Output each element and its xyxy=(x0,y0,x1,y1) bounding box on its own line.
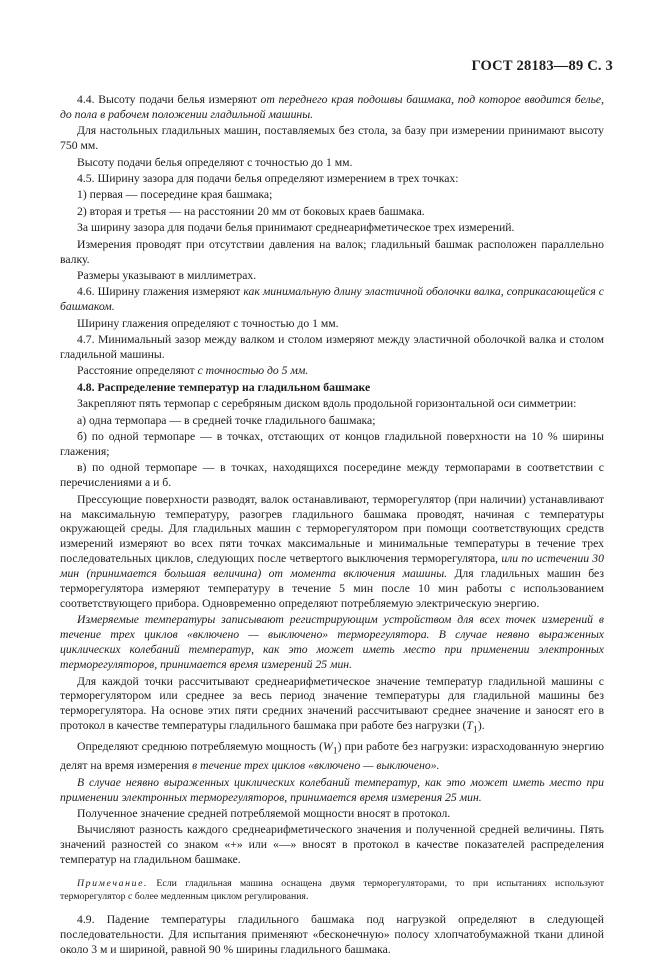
paragraph-p6 xyxy=(60,205,604,220)
text-segment: Для гладильных машин без терморегулятора измеряют температуру в течение 5 мин после 10 мин работы с использованием соответствующего прибора. Одновременно определяют потребляемую электрическую энергию. xyxy=(60,567,604,610)
text-segment: Определяют среднюю потребляемую мощность ( xyxy=(77,739,324,753)
text-segment: как минимальную длину эластичной оболочки валка, соприкасающейся с башмаком. xyxy=(60,285,604,314)
text-segment: 4.7. Минимальный зазор между валком и столом измеряют между эластичной оболочкой валка и столом гладильной машины. xyxy=(60,333,604,361)
text-segment: от переднего края подошвы башмака, под которое вводится белье, до пола в рабочем положении гладильной машины. xyxy=(60,93,604,121)
paragraph-p20 xyxy=(60,613,604,673)
text-segment: В случае неявно выраженных циклических колебаний температур, как это может иметь место при применении электронных терморегуляторов, принимается время измерения 25 мин. xyxy=(60,775,604,804)
document-body xyxy=(60,93,604,959)
clause-list-closing xyxy=(60,913,604,958)
text-segment: 4.5. Ширину зазора для подачи белья определяют измерением в трех точках: xyxy=(77,172,459,186)
paragraph-p17 xyxy=(60,430,604,460)
paragraph-p1 xyxy=(60,93,604,123)
clause-list xyxy=(60,93,604,868)
text-segment: Измеряемые температуры записывают регистрирующим устройством для всех точек измерений в течение трех циклов «включено — выключено» терморегулятора. В случае неявно выраженных циклических колебаний температур, как это может иметь место при применении электронных терморегуляторов, принимается время измерений 25 мин. xyxy=(60,613,604,672)
text-segment: а) одна термопара — в средней точке гладильного башмака; xyxy=(77,413,376,427)
text-segment: с точностью до 5 мм. xyxy=(197,364,309,378)
text-segment: б) по одной термопаре — в точках, отстающих от концов гладильной поверхности на 10 % ширины глажения; xyxy=(60,430,604,458)
paragraph-p22 xyxy=(60,740,604,774)
paragraph-p11 xyxy=(60,317,604,332)
paragraph-p19 xyxy=(60,493,604,612)
text-segment: Измерения проводят при отсутствии давления на валок; гладильный башмак расположен параллельно валку. xyxy=(60,237,604,266)
text-segment: Полученное значение средней потребляемой мощности вносят в протокол. xyxy=(77,806,451,820)
paragraph-p9 xyxy=(60,269,604,284)
paragraph-p18 xyxy=(60,461,604,491)
note-text: Если гладильная машина оснащена двумя терморегуляторами, то при испытаниях используют терморегулятор с более медленным циклом регулирования. xyxy=(60,878,604,903)
text-segment: W xyxy=(323,739,333,753)
text-segment: 4.8. Распределение температур на гладильном башмаке xyxy=(77,380,371,394)
text-segment: 1) первая — посередине края башмака; xyxy=(77,188,273,202)
text-segment: 4.9. Падение температуры гладильного башмака под нагрузкой определяют в следующей последовательности. Для испытания применяют «бесконечную» полосу хлопчатобумажной ткани длиной около 3 м и шириной, равной 90 % ширины гладильного башмака. xyxy=(60,913,604,956)
text-segment: 1 xyxy=(472,724,478,736)
text-segment: T xyxy=(466,719,473,733)
text-segment: 1 xyxy=(332,745,338,757)
paragraph-p8 xyxy=(60,238,604,268)
paragraph-p2 xyxy=(60,124,604,154)
paragraph-p21 xyxy=(60,675,604,739)
paragraph-p4 xyxy=(60,172,604,187)
paragraph-p10 xyxy=(60,285,604,315)
text-segment: Расстояние определяют xyxy=(77,364,198,378)
paragraph-p7 xyxy=(60,221,604,236)
paragraph-p14 xyxy=(60,381,604,396)
text-segment: Размеры указывают в миллиметрах. xyxy=(77,268,257,282)
text-segment: 4.6. Ширину глажения измеряют xyxy=(77,285,244,299)
page-header: ГОСТ 28183—89 С. 3 xyxy=(471,58,613,74)
paragraph-p15 xyxy=(60,397,604,412)
text-segment: Ширину глажения определяют с точностью до 1 мм. xyxy=(77,316,339,330)
text-segment: Высоту подачи белья определяют с точностью до 1 мм. xyxy=(77,155,353,169)
text-segment: или по истечении 30 мин (принимается большая величина) от момента включения машины. xyxy=(60,552,604,581)
paragraph-p26 xyxy=(60,913,604,958)
text-segment: ) при работе без нагрузки: израсходованную энергию делят на время измерения xyxy=(60,739,604,773)
text-segment: 4.4. Высоту подачи белья измеряют xyxy=(77,93,261,106)
paragraph-p5 xyxy=(60,188,604,203)
paragraph-p25 xyxy=(60,823,604,868)
text-segment: ). xyxy=(477,719,485,733)
text-segment: 2) вторая и третья — на расстоянии 20 мм от боковых краев башмака. xyxy=(77,204,425,218)
text-segment: в течение трех циклов «включено — выключено». xyxy=(192,759,440,773)
paragraph-p3 xyxy=(60,156,604,171)
text-segment: Вычисляют разность каждого среднеарифметического значения и полученной средней величины. Пять значений разностей со знаком «+» или «—» вносят в протокол в качестве показателей распределения температур на гладильном башмаке. xyxy=(60,823,604,867)
paragraph-p13 xyxy=(60,364,604,379)
text-segment: За ширину зазора для подачи белья принимают среднеарифметическое трех измерений. xyxy=(77,221,515,235)
text-segment: Закрепляют пять термопар с серебряным диском вдоль продольной горизонтальной оси симметрии: xyxy=(77,397,577,411)
text-segment: Для настольных гладильных машин, поставляемых без стола, за базу при измерении принимают высоту 750 мм. xyxy=(60,124,604,153)
paragraph-p12 xyxy=(60,333,604,363)
footnote xyxy=(60,877,604,903)
text-segment: Для каждой точки рассчитывают среднеарифметическое значение температур гладильной машины с терморегулятором или среднее за весь период значение температуры для гладильной машины без терморегулятора. На основе этих пяти средних значений рассчитывают среднее значение и заносят его в протокол в качестве температуры гладильного башмака при работе без нагрузки ( xyxy=(60,674,604,733)
note-label: Примечание. xyxy=(77,878,149,890)
paragraph-p23 xyxy=(60,776,604,806)
text-segment: в) по одной термопаре — в точках, находящихся посередине между термопарами в соответствии с перечислениями а и б. xyxy=(60,461,604,490)
text-segment: Прессующие поверхности разводят, валок останавливают, терморегулятор (при наличии) устанавливают на максимальную температуру, разогрев гладильного башмака проводят, начиная с температуры окружающей среды. Для гладильных машин с терморегулятором при помощи соответствующих средств измерений измеряют во всех пяти точках максимальные и минимальные температуры в течение трех последовательных циклов, следующих после четвертого выключения терморегулятора, xyxy=(60,492,604,566)
paragraph-p24 xyxy=(60,807,604,822)
paragraph-p16 xyxy=(60,414,604,429)
